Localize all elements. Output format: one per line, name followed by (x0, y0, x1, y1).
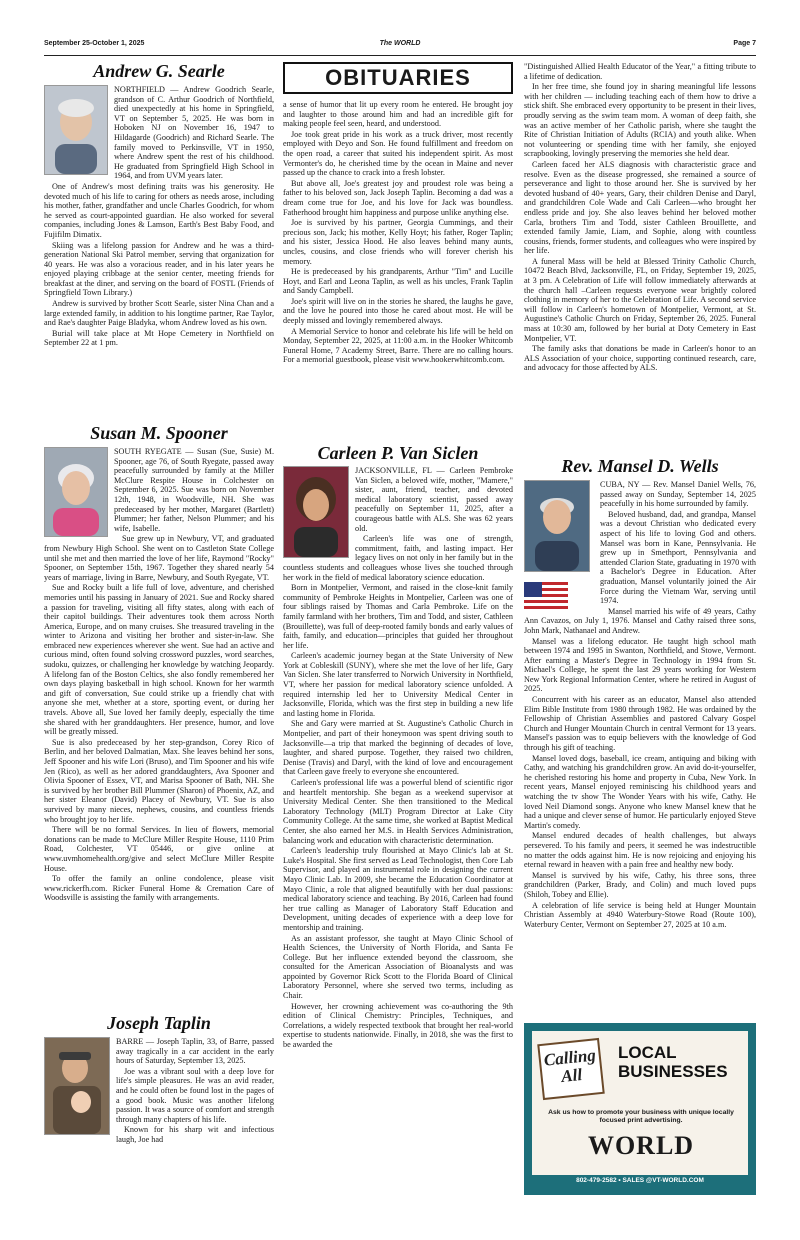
wells-para-2: Beloved husband, dad, and grandpa, Mansel was a devout Christian who dedicated every aspect of his life to loving God and others. Mansel was born in Kane, Pennsylvania. He grew up in Smethport, Pennsylvania and attended Clarion State, graduating in 1970 with a Bachelor's Degree in Education. After graduation, Mansel voluntarily joined the Air Force during the Vietnam War, serving until 1974. (600, 509, 756, 606)
spooner-para-3: Sue and Rocky built a life full of love, adventure, and cherished memories until his passing in January of 2021. Sue and Rocky shared a passion for traveling, visiting all fifty states, along with each of their capitol buildings. Their adventures took them across North America, Europe, and on many cruises. She treasured traveling in the winter to Arizona and visiting her brother and sister-in-law. She embraced new experiences wherever she went. Sue had an active and curious mind, often found solving crossword puzzles, word searches, sudoku, quizzes, or challenging her knowledge by watching Jeopardy. A lifelong fan of the Boston Celtics, she also fondly remembered her own days playing basketball in high school. Known for her warmth and gift of conversation, Sue could strike up a friendly chat with anyone she met, whether at a store, sporting event, or during her travels. Above all, Sue loved her family deeply, especially the time she shared with her granddaughters. Her presence, humor, and love will be greatly missed. (44, 583, 274, 737)
spooner-para-6: To offer the family an online condolence, please visit www.rickerfh.com. Ricker Funeral Home & Cremation Care of Woodsville is assisting the family with arrangements. (44, 874, 274, 903)
vansiclen-para-1: JACKSONVILLE, FL — Carleen Pembroke Van Siclen, a beloved wife, mother, "Mamere," sister, aunt, friend, teacher, and devoted medical laboratory scientist, passed away peacefully on September 11, 2025, after a courageous battle with ALS. She was 62 years old. (355, 466, 513, 533)
searle-para-4: Andrew is survived by brother Scott Searle, sister Nina Chan and a large extended family, in addition to his longtime partner, Rae Taylor, and Rae's daughter Paige Bladyka, whom Andrew loved as his own. (44, 299, 274, 328)
vansiclen-para-6: Carleen's professional life was a powerful blend of scientific rigor and heartfelt mentorship. She began as a weekend supervisor at University Medical Center. She then transitioned to the Medical Laboratory Technology (MLT) Program Director at Lake City Community College. At the same time, she worked at Baptist Medical Center, she also earned her M.S. in Health Services Administration, balancing work and education with characteristic determination. (283, 778, 513, 845)
section-title: OBITUARIES (283, 62, 513, 94)
wells-para-3: Mansel married his wife of 49 years, Cathy Ann Cavazos, on July 1, 1976. Mansel and Cathy raised three sons, John Mark, Nathanael and Andrew. (524, 606, 756, 635)
wells-para-6: Mansel loved dogs, baseball, ice cream, antiquing and biking with Cathy, and watching his grandchildren grow. An avid do-it-yourselfer, he cherished restoring his home and property in Cuba, New York. In recent years, Mansel enjoyed reminiscing his childhood years and watching the tv show The Wonder Years with his wife, Cathy. He loved Neil Diamond songs. Anyone who knew Mansel knew that he had a unique and clever sense of humor. He particularly enjoyed Steve Martin's comedy. (524, 753, 756, 830)
spooner-para-1: SOUTH RYEGATE — Susan (Sue, Susie) M. Spooner, age 76, of South Ryegate, passed away peacefully surrounded by family at the Miller McClure Respite House in Colchester on September 6, 2025. Sue was born on November 12th, 1948, in Woodsville, NH. She was predeceased by her mother, Margaret (Bartlett) Plummer; her father, Nelson Plummer; and his wife, Isabelle. (114, 447, 274, 533)
vansiclen-para-8: As an assistant professor, she taught at Mayo Clinic School of Health Sciences, the University of North Florida, and Santa Fe College. But her influence extended beyond the classroom, she consulted for the American Association of Bioanalysts and was appointed by Governor Rick Scott to the Florida Board of Clinical Laboratory Personnel, where she served two terms, including as Chair. (283, 933, 513, 1001)
obit-taplin (44, 1037, 274, 1217)
taplin-para-8: He is predeceased by his grandparents, Arthur "Tim" and Lucille Hoyt, and Earl and Leona Taplin, as well as his uncles, Frank Taplin and Sandy Campbell. (283, 267, 513, 296)
obit-vansiclen (283, 466, 513, 1218)
ad-calling-all: Calling All (537, 1038, 605, 1100)
vansiclen-para-13: A funeral Mass will be held at Blessed Trinity Catholic Church, 10472 Beach Blvd, Jacksonville, FL, on Friday, September 19, 2025, at 3 pm. A Celebration of Life will follow immediately afterwards at the church hall –Carleen requests everyone wear brightly colored clothing in memory of her to the Celebration of Life. A second service will follow in Carleen's hometown of Montpelier, Vermont, at St. Augustine's Catholic Church on Friday, September 26, 2025. Funeral mass at 10:30 am, followed by her burial at Doty Cemetery in East Montpelier, VT. (524, 256, 756, 343)
vansiclen-para-4: Carleen's academic journey began at the State University of New York at Cobleskill (SUNY), where she met the love of her life, Gary Van Siclen. She later transferred to Norwich University in Northfield, VT, where her passion for medical laboratory science unfolded. A required internship led her to University Medical Center in Jacksonville, Florida, which was the first step in building a new life and lasting home in Florida. (283, 651, 513, 718)
spooner-photo (44, 447, 108, 537)
taplin-para-7: Joe is survived by his partner, Georgia Cummings, and their precious son, Jack; his mother, Kelly Hoyt; his father, Roger Taplin; and his sister, Jessica Hood. He also leaves behind many aunts, uncles, cousins, and close friends who will forever cherish his memory. (283, 218, 513, 266)
vansiclen-para-2: Carleen's life was one of strength, commitment, faith, and lasting impact. Her legacy lives on not only in her family but in the countless students and colleagues whose lives she touched through her work in the field of medical laboratory science education. (283, 534, 513, 582)
us-flag-icon (524, 582, 568, 610)
searle-para-1: NORTHFIELD — Andrew Goodrich Searle, grandson of C. Arthur Goodrich of Northfield, died unexpectedly at his home in Springfield, VT on September 5, 2025. He was born in Hoboken NJ on November 16, 1947 to Hildagarde (Goodrich) and Richard Searle. The family moved to Perkinsville, VT in 1950, where Andrew spent the rest of his childhood. He graduated from Springfield High School in 1964, and from UVM years later. (114, 85, 274, 181)
searle-para-3: Skiing was a lifelong passion for Andrew and he was a third-generation National Ski Patrol member, serving that organization for 40 years. He was also a voracious reader, and in his later years he enjoyed playing cribbage at the senior center, meeting friends for breakfast at the diner, and serving on the board of FOSTL (Friends of Springfield Town Library.) (44, 240, 274, 298)
vansiclen-para-10: "Distinguished Allied Health Educator of the Year," a fitting tribute to a lifetime of dedication. (524, 62, 756, 81)
obit-name-spooner: Susan M. Spooner (90, 423, 228, 443)
vansiclen-para-14: The family asks that donations be made in Carleen's honor to an ALS Association of your choice, supporting continued research, care, and advocacy for those affected by ALS. (524, 344, 756, 373)
taplin-para-9: Joe's spirit will live on in the stories he shared, the laughs he gave, and the love he poured into those he cared about most. He will be deeply missed and lovingly remembered always. (283, 296, 513, 326)
vansiclen-para-11: In her free time, she found joy in sharing meaningful life lessons with her children — including teaching each of them how to drive a stick shift. She embraced every opportunity to be present in their lives, proudly serving as the swim team mom. A woman of deep faith, she was an active member of her Catholic parish, where she taught the Rite of Christian Initiation of Adults (RCIA) and youth alike. When not volunteering or spending time with her family, she enjoyed scrapbooking, lovingly preserving the memories she held dear. (524, 82, 756, 159)
vansiclen-para-9: However, her crowning achievement was co-authoring the 9th edition of Clinical Chemistry: Principles, Techniques, and Correlations, a widely respected textbook that brought her real-world expertise to students nationwide. Finally, in 2018, she was the first to be awarded the (283, 1001, 513, 1050)
wells-para-8: Mansel is survived by his wife, Cathy, his three sons, three grandchildren (Parker, Brady, and Colin) and much loved pups (Shiloh, Tobey and Ellie). (524, 870, 756, 899)
ad-local-businesses: LOCAL BUSINESSES (618, 1043, 728, 1081)
wells-para-9: A celebration of life service is being held at Hunger Mountain Christian Assembly at 4940 Waterbury-Stowe Road (Route 100), Waterbury Center, Vermont on September 27, 2025 at 10 a.m. (524, 900, 756, 929)
wells-para-5: Concurrent with his career as an educator, Mansel also attended Elim Bible Institute from 1980 through 1982. He was ordained by the Fellowship of Christian Assemblies and pastored Calvary Gospel Church and Hunger Mountain Church in central Vermont for 13 years. Mansel's passion was to equip believers with the knowledge of God through his gift of teaching. (524, 695, 756, 753)
spooner-para-4: Sue is also predeceased by her step-grandson, Corey Rico of Berlin, and her beloved Dalmatian, Max. She leaves behind her sons, Jeff Spooner and his wife Lori (Bruso), and Tim Spooner and his wife Jen (Rico), as well as her adored granddaughters, Ava Spooner and Olivia Spooner of Essex, VT, and Marisa Spooner of Bath, NH. She is survived by her brother Bill Plummer (Sharon) of Phoenix, AZ, and her sister Eleanor (David) Placey of Newbury, VT. Sue is also survived by many nieces, nephews, cousins, and countless friends who brought joy to her life. (44, 737, 274, 824)
searle-para-2: One of Andrew's most defining traits was his generosity. He devoted much of his life to caring for others as needs arose, including his mother, father, grandfather and uncle Charles Goodrich, for whom he served as court-appointed guardian. He also worked for several companies, including Jones & Lamson, Earth's Best Baby Food, and Fujifilm Dimatix. (44, 181, 274, 239)
taplin-para-10: A Memorial Service to honor and celebrate his life will be held on Monday, September 22, 2025, at 11:00 a.m. in the Hooker Whitcomb Funeral Home, 7 Academy Street, Barre. There are no calling hours. For a memorial guestbook, please visit www.hookerwhitcomb.com. (283, 326, 513, 365)
obit-name-searle: Andrew G. Searle (93, 61, 225, 81)
obit-vansiclen-continued (524, 62, 756, 454)
taplin-para-1: BARRE — Joseph Taplin, 33, of Barre, passed away tragically in a car accident in the early hours of Saturday, September 13, 2025. (116, 1037, 274, 1066)
issue-date: September 25-October 1, 2025 (44, 40, 145, 47)
wells-para-7: Mansel endured decades of health challenges, but always persevered. To his family and peers, it seemed he was indestructible no matter the odds against him. He is now rejoicing and enjoying his eternal reward in heaven with a pain free and healthy new body. (524, 831, 756, 870)
paper-name: The WORLD (379, 40, 421, 47)
searle-para-5: Burial will take place at Mt Hope Cemetery in Northfield on September 22 at 1 pm. (44, 328, 274, 348)
obit-name-taplin: Joseph Taplin (107, 1013, 211, 1033)
ad-brand: WORLD (587, 1131, 695, 1160)
vansiclen-para-3: Born in Montpelier, Vermont, and raised in the close-knit family community of Pembroke Heights in Montpelier, Carleen was one of four siblings raised by Thomas and Carla Pembroke. Life on the family farmland with her brothers, Tim and Todd, and sister, Cathleen (Brouillette), was full of deep-rooted family bonds and early values of faith, family, and education—principles that guided her throughout her life. (283, 583, 513, 650)
page-header (44, 40, 756, 54)
taplin-para-6: But above all, Joe's greatest joy and proudest role was being a father to his beloved son, Jack Joseph Taplin. Becoming a dad was a dream come true for Joe, and his love for Jack was boundless. Fatherhood brought him happiness and purpose unlike anything else. (283, 178, 513, 217)
taplin-para-4: a sense of humor that lit up every room he entered. He brought joy and laughter to those around him and had an incredible gift for making people feel seen, heard, and understood. (283, 100, 513, 129)
obit-searle (44, 85, 274, 420)
ad-tagline: Ask us how to promote your business with unique locally focused print advertising. (548, 1109, 734, 1124)
vansiclen-photo (283, 466, 349, 558)
wells-para-4: Mansel was a lifelong educator. He taught high school math between 1974 and 1995 in Swanton, Northfield, and Stowe, Vermont. After earning a Master's Degree in Technology in 1994 from St. Michael's College, he spent the last 29 years working for Western New York Regional Information Center, where he retired in August of 2025. (524, 636, 756, 694)
ad-contact[interactable]: 802-479-2582 • SALES @VT-WORLD.COM (532, 1175, 748, 1187)
vansiclen-para-12: Carleen faced her ALS diagnosis with characteristic grace and resolve. Even as the disease progressed, she remained a source of perseverance and light to those around her. She is survived by her devoted husband of 40+ years, Gary, their children Denise and Daryl, and grandchildren Cole Wade and Cali Carleen—who brought her endless pride and joy. She also leaves behind her beloved mother Carla, brothers Tim and Todd, sister Cathleen Brouillette, and extended family Jamie, Liam, and Sophie, along with countless cousins, friends, former students, and colleagues who were inspired by her life. (524, 159, 756, 256)
spooner-para-5: There will be no formal Services. In lieu of flowers, memorial donations can be made to McClure Miller Respite House, 1110 Prim Road, Colchester, VT 05446, or give online at www.uvmhomehealth.org/give and select McClure Miller Respite House. (44, 825, 274, 873)
obit-name-wells: Rev. Mansel D. Wells (561, 456, 719, 476)
ad-panel (532, 1031, 748, 1187)
spooner-para-2: Sue grew up in Newbury, VT, and graduated from Newbury High School. She went on to Castleton State College until she met and then married the love of her life, Raymond "Rocky" Spooner, on September 15th, 1967. Together they shared nearly 54 years of marriage, living in Barre, Newbury, and South Ryegate, VT. (44, 534, 274, 582)
obit-taplin-continued (283, 100, 513, 440)
ad-calling-all-local-businesses[interactable] (524, 1023, 756, 1195)
wells-para-1: CUBA, NY — Rev. Mansel Daniel Wells, 76, passed away on Sunday, September 14, 2025 peacefully in his home surrounded by family. (600, 480, 756, 509)
obit-spooner (44, 447, 274, 1010)
header-rule (44, 55, 756, 56)
wells-photo (524, 480, 590, 572)
taplin-photo (44, 1037, 110, 1135)
page-number: Page 7 (733, 40, 756, 47)
vansiclen-para-7: Carleen's leadership truly flourished at Mayo Clinic's lab at St. Luke's Hospital. She first served as Lead Technologist, then Core Lab Supervisor, and played an instrumental role in designing the current Mayo Clinic Lab. In 2009, she became the Education Coordinator at Mayo Clinic, a role that aligned beautifully with her dual passions: medical laboratory science and teaching. By 2016, Carleen had found her true calling as Manager of Laboratory Staff Education and Development, uniting decades of experience with a deep love for mentorship and training. (283, 846, 513, 932)
taplin-para-3: Known for his sharp wit and infectious laugh, Joe had (116, 1125, 274, 1144)
vansiclen-para-5: She and Gary were married at St. Augustine's Catholic Church in Montpelier, and part of their honeymoon was spent driving south to Jacksonville—a trip that marked the beginning of decades of love, laughter, and shared purpose. Together, they raised two children, Denise (Travis) and Daryl, with the kind of love and encouragement that Carleen gave freely to everyone she encountered. (283, 719, 513, 777)
taplin-para-2: Joe was a vibrant soul with a deep love for life's simple pleasures. He was an avid reader, and he could often be found lost in the pages of a good book. Music was another lifelong passion. It was a source of comfort and strength through many chapters of his life. (116, 1066, 274, 1124)
searle-photo (44, 85, 108, 175)
obit-wells (524, 480, 756, 1017)
obit-name-vansiclen: Carleen P. Van Siclen (317, 443, 479, 463)
taplin-para-5: Joe took great pride in his work as a truck driver, most recently employed with Deyo and Son. He found fulfillment and freedom on the open road, a career that suited his independent spirit. As most Vermonter's do, he cherished time by the ocean in Maine and never passed up the chance to crack into a fresh lobster. (283, 129, 513, 178)
